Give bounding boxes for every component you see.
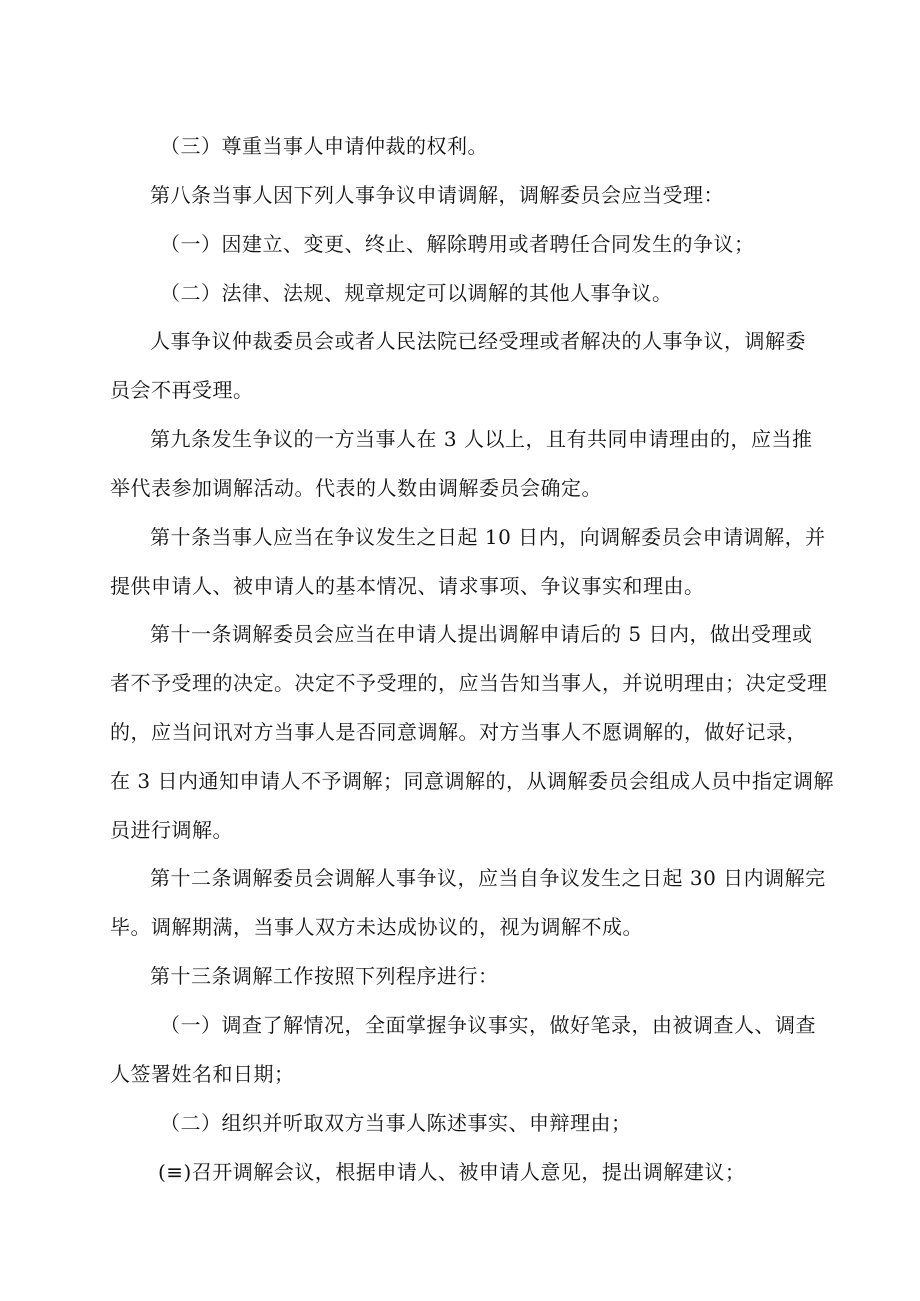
text-line: （二）组织并听取双方当事人陈述事实、申辩理由； bbox=[160, 1111, 632, 1135]
text-line: （二）法律、法规、规章规定可以调解的其他人事争议。 bbox=[160, 281, 673, 305]
text-line: 员进行调解。 bbox=[110, 818, 233, 842]
text-line: 的，应当问讯对方当事人是否同意调解。对方当事人不愿调解的，做好记录， bbox=[110, 720, 807, 744]
text-line: (≡)召开调解会议，根据申请人、被申请人意见，提出调解建议； bbox=[158, 1160, 746, 1184]
article-13-line: 第十三条调解工作按照下列程序进行： bbox=[150, 964, 499, 988]
text-line: 员会不再受理。 bbox=[110, 378, 254, 402]
text-line: 举代表参加调解活动。代表的人数由调解委员会确定。 bbox=[110, 476, 602, 500]
article-8-line: 第八条当事人因下列人事争议申请调解，调解委员会应当受理： bbox=[150, 183, 724, 207]
article-11-line: 第十一条调解委员会应当在申请人提出调解申请后的 5 日内，做出受理或 bbox=[150, 622, 813, 646]
article-9-line: 第九条发生争议的一方当事人在 3 人以上，且有共同申请理由的，应当推 bbox=[150, 427, 813, 451]
text-line: 提供申请人、被申请人的基本情况、请求事项、争议事实和理由。 bbox=[110, 574, 705, 598]
text-line: （一）因建立、变更、终止、解除聘用或者聘任合同发生的争议； bbox=[160, 232, 755, 256]
text-line: 者不予受理的决定。决定不予受理的，应当告知当事人，并说明理由；决定受理 bbox=[110, 671, 828, 695]
text-line: （三）尊重当事人申请仲裁的权利。 bbox=[160, 134, 488, 158]
text-line: 在 3 日内通知申请人不予调解；同意调解的，从调解委员会组成人员中指定调解 bbox=[110, 769, 834, 793]
text-line: 人签署姓名和日期； bbox=[110, 1062, 295, 1086]
article-12-line: 第十二条调解委员会调解人事争议，应当自争议发生之日起 30 日内调解完 bbox=[150, 866, 826, 890]
text-line: 毕。调解期满，当事人双方未达成协议的，视为调解不成。 bbox=[110, 915, 643, 939]
text-line: （一）调查了解情况，全面掌握争议事实，做好笔录，由被调查人、调查 bbox=[160, 1013, 816, 1037]
article-10-line: 第十条当事人应当在争议发生之日起 10 日内，向调解委员会申请调解，并 bbox=[150, 525, 826, 549]
text-line: 人事争议仲裁委员会或者人民法院已经受理或者解决的人事争议，调解委 bbox=[150, 329, 806, 353]
